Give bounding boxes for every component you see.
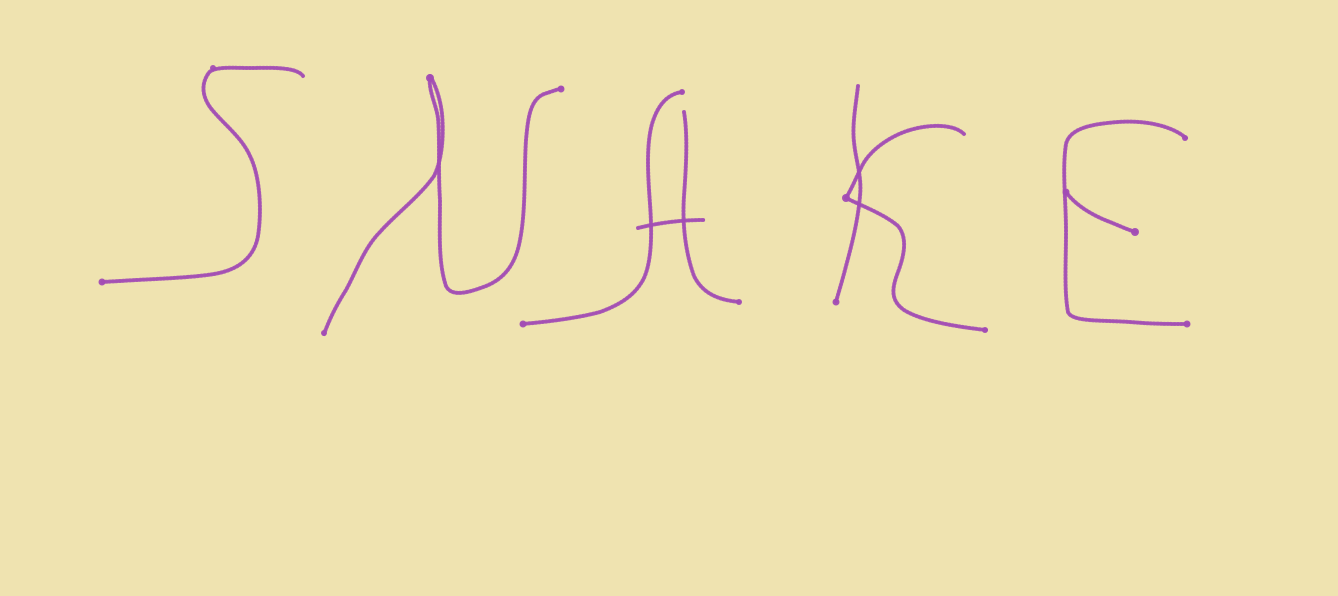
letter-e-dot-top	[1182, 135, 1188, 141]
letter-k-dot-joint	[842, 194, 850, 202]
letter-n-dot-top	[426, 74, 434, 82]
letter-k-dot-end	[982, 327, 988, 333]
letter-s-dot-start	[99, 279, 106, 286]
letter-n-dot-end	[558, 86, 565, 93]
letter-e-dot-middle-end	[1131, 228, 1139, 236]
letter-e-dot-end	[1184, 321, 1191, 328]
letter-a-dot-start	[520, 321, 527, 328]
letter-e-dot-middle-start	[1063, 189, 1070, 196]
letter-k-dot-bottom	[833, 299, 840, 306]
letter-a-dot-end	[736, 299, 742, 305]
letter-a-dot-top	[679, 89, 685, 95]
letter-s-dot-top	[210, 65, 216, 71]
letter-n-dot-start	[321, 330, 327, 336]
